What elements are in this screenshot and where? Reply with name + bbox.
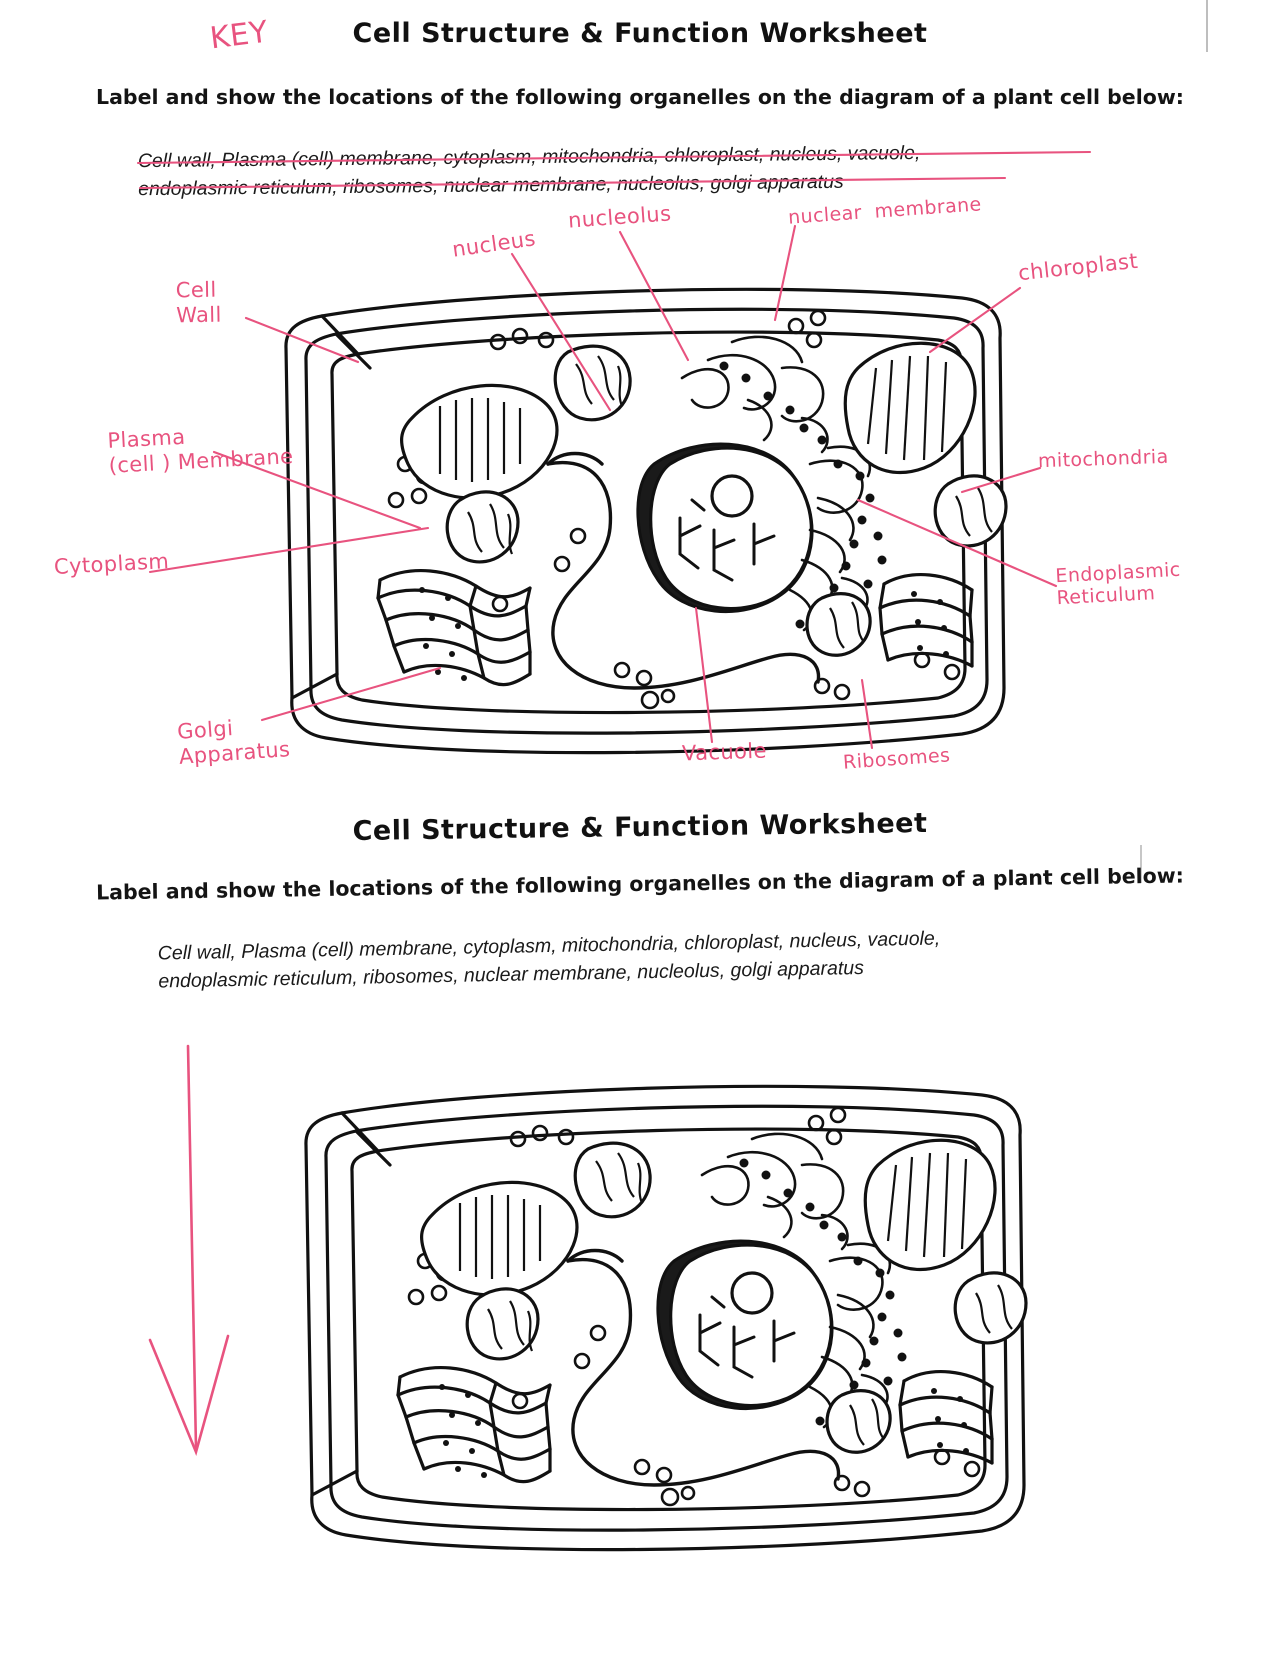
label-cell-wall: Cell Wall — [175, 277, 222, 328]
label-endoplasmic-reticulum: Endoplasmic Reticulum — [1054, 558, 1182, 610]
organelle-list-line-1: Cell wall, Plasma (cell) membrane, cytoplasm, mitochondria, chloroplast, nucleus, vacuole, — [137, 141, 921, 173]
down-arrow-head — [150, 1336, 228, 1452]
organelle-list-line-2: endoplasmic reticulum, ribosomes, nuclear membrane, nucleolus, golgi apparatus — [158, 957, 865, 993]
worksheet-instruction-top: Label and show the locations of the following organelles on the diagram of a plant cell below: — [96, 85, 1184, 109]
scan-edge-mark-middle — [1140, 845, 1142, 883]
worksheet-title-bottom: Cell Structure & Function Worksheet — [352, 807, 928, 848]
scan-edge-mark-top — [1206, 0, 1208, 52]
label-chloroplast: chloroplast — [1017, 248, 1140, 286]
organelle-list-bottom — [158, 921, 1149, 997]
label-vacuole: Vacuole — [681, 738, 768, 766]
plant-cell-diagram-bottom — [282, 1060, 1042, 1580]
label-mitochondria: mitochondria — [1037, 445, 1169, 473]
label-nucleolus: nucleolus — [567, 201, 673, 233]
organelle-list-line-2: endoplasmic reticulum, ribosomes, nuclear membrane, nucleolus, golgi apparatus — [138, 171, 844, 201]
key-stamp: KEY — [208, 14, 271, 57]
worksheet-instruction-bottom: Label and show the locations of the following organelles on the diagram of a plant cell below: — [95, 863, 1185, 905]
down-arrow-shaft — [188, 1046, 196, 1448]
label-plasma-membrane: Plasma (cell ) Membrane — [106, 424, 294, 478]
label-nucleus: nucleus — [450, 226, 538, 262]
label-cytoplasm: Cytoplasm — [53, 549, 170, 579]
plant-cell-diagram-top — [262, 268, 1022, 778]
label-ribosomes: Ribosomes — [842, 744, 952, 774]
worksheet-title-top: Cell Structure & Function Worksheet — [352, 18, 928, 49]
label-golgi-apparatus: Golgi Apparatus — [176, 716, 292, 769]
organelle-list-line-1: Cell wall, Plasma (cell) membrane, cytoplasm, mitochondria, chloroplast, nucleus, vacuole, — [157, 927, 941, 965]
label-nuclear-membrane: nuclear membrane — [787, 193, 983, 229]
